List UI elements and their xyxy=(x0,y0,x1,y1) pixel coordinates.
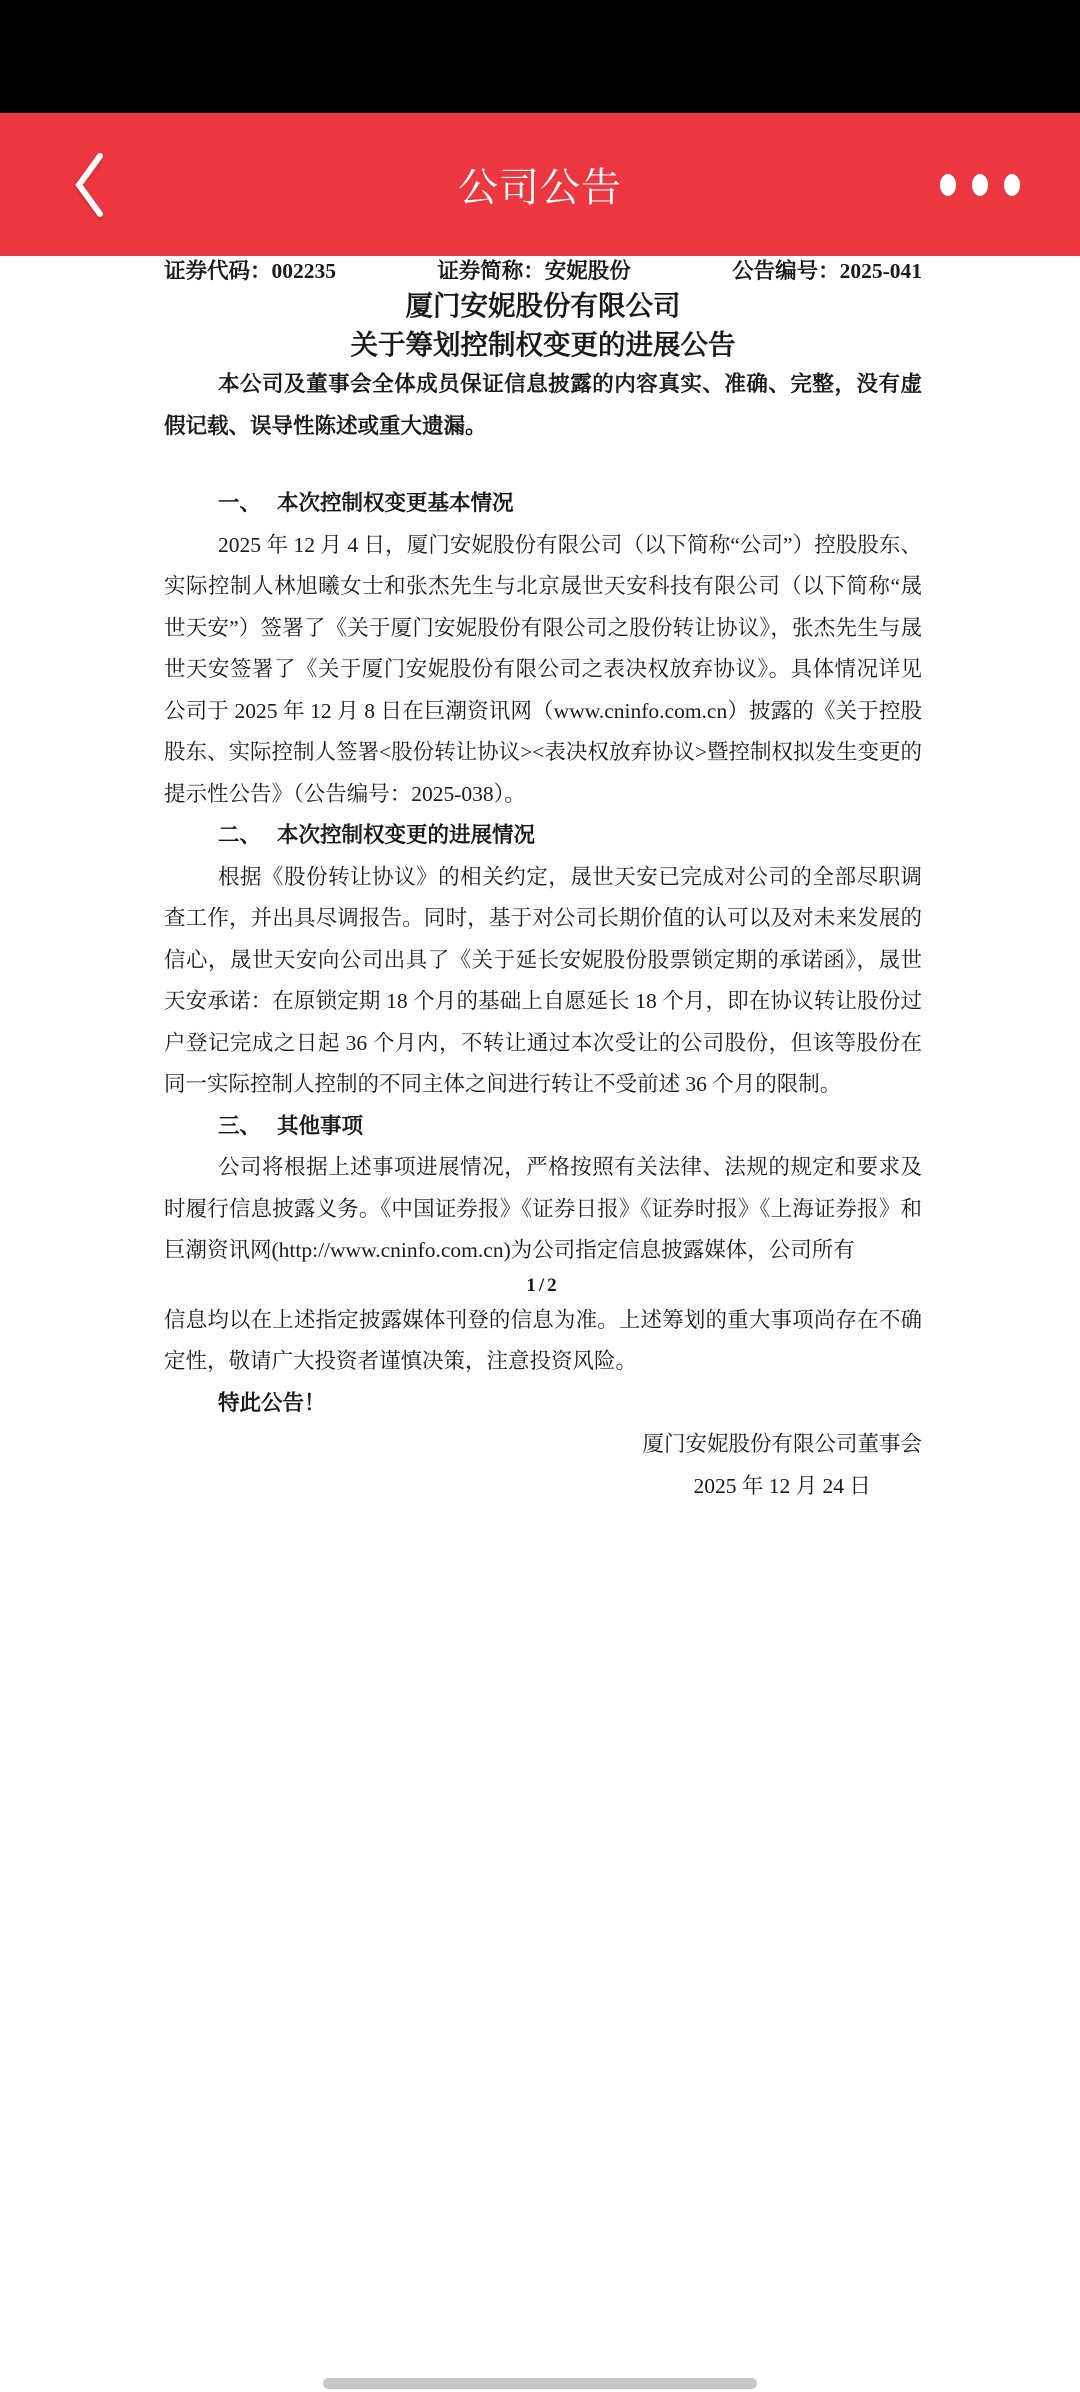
section-3-number: 三、 xyxy=(218,1113,262,1138)
section-3-paragraph: 公司将根据上述事项进展情况，严格按照有关法律、法规的规定和要求及时履行信息披露义务。《中国证券报》《证券日报》《证券时报》《上海证券报》和巨潮资讯网(http://www.cninfo.com.cn)为公司指定信息披露媒体，公司所有 xyxy=(164,1155,922,1262)
back-button[interactable] xyxy=(66,145,112,225)
signature-block xyxy=(164,1424,922,1507)
chevron-left-icon xyxy=(72,207,106,222)
meta-row xyxy=(164,256,922,286)
page-title: 公司公告 xyxy=(458,166,622,210)
section-2-heading-text: 本次控制权变更的进展情况 xyxy=(277,823,536,847)
page-2-continuation-paragraph: 信息均以在上述指定披露媒体刊登的信息为准。上述筹划的重大事项尚存在不确定性，敬请广大投资者谨慎决策，注意投资风险。 xyxy=(164,1307,922,1373)
section-3 xyxy=(164,1106,922,1272)
stock-short-name: 证券简称：安妮股份 xyxy=(437,259,631,283)
announcement-number: 公告编号：2025-041 xyxy=(732,259,922,283)
section-2-heading xyxy=(164,815,922,857)
stock-code: 证券代码：002235 xyxy=(164,259,337,283)
signature-date: 2025 年 12 月 24 日 xyxy=(693,1473,871,1498)
section-1-number: 一、 xyxy=(218,491,262,515)
home-indicator[interactable] xyxy=(323,2378,757,2389)
status-bar xyxy=(0,0,1080,113)
section-2-paragraph: 根据《股份转让协议》的相关约定，晟世天安已完成对公司的全部尽职调查工作，并出具尽调报告。同时，基于对公司长期价值的认可以及对未来发展的信心，晟世天安向公司出具了《关于延长安妮股份股票锁定期的承诺函》，晟世天安承诺：在原锁定期 18 个月的基础上自愿延长 18 个月，即在协议转让股份过户登记完成之日起 36 个月内，不转让通过本次受让的公司股份，但该等股份在同一实际控制人控制的不同主体之间进行转让不受前述 36 个月的限制。 xyxy=(164,864,922,1096)
announcement-title: 关于筹划控制权变更的进展公告 xyxy=(350,329,736,360)
section-1-paragraph: 2025 年 12 月 4 日，厦门安妮股份有限公司（以下简称“公司”）控股股东、实际控制人林旭曦女士和张杰先生与北京晟世天安科技有限公司（以下简称“晟世天安”）签署了《关于厦门安妮股份有限公司之股份转让协议》，张杰先生与晟世天安签署了《关于厦门安妮股份有限公司之表决权放弃协议》。具体情况详见公司于 2025 年 12 月 8 日在巨潮资讯网（www.cninfo.com.cn）披露的《关于控股股东、实际控制人签署<股份转让协议><表决权放弃协议>暨控制权拟发生变更的提示性公告》（公告编号：2025-038）。 xyxy=(164,532,923,806)
closing-statement: 特此公告！ xyxy=(218,1390,326,1415)
section-1-heading xyxy=(164,483,922,525)
ellipsis-dot-icon xyxy=(972,174,988,196)
section-1 xyxy=(164,483,922,815)
ellipsis-dot-icon xyxy=(1004,174,1020,196)
section-3-heading-text: 其他事项 xyxy=(277,1113,364,1138)
announcement-document[interactable] xyxy=(0,256,1080,2392)
section-3-heading xyxy=(164,1106,922,1148)
company-name-title: 厦门安妮股份有限公司 xyxy=(405,290,681,321)
section-2-number: 二、 xyxy=(218,823,262,847)
more-menu-button[interactable] xyxy=(934,168,1026,202)
section-2 xyxy=(164,815,922,1106)
signature-company: 厦门安妮股份有限公司董事会 xyxy=(642,1432,922,1456)
page-indicator: 1/2 xyxy=(526,1274,560,1296)
section-1-heading-text: 本次控制权变更基本情况 xyxy=(277,491,514,515)
app-header xyxy=(0,113,1080,256)
ellipsis-dot-icon xyxy=(940,174,956,196)
disclaimer-statement: 本公司及董事会全体成员保证信息披露的内容真实、准确、完整，没有虚假记载、误导性陈述或重大遗漏。 xyxy=(164,372,922,438)
